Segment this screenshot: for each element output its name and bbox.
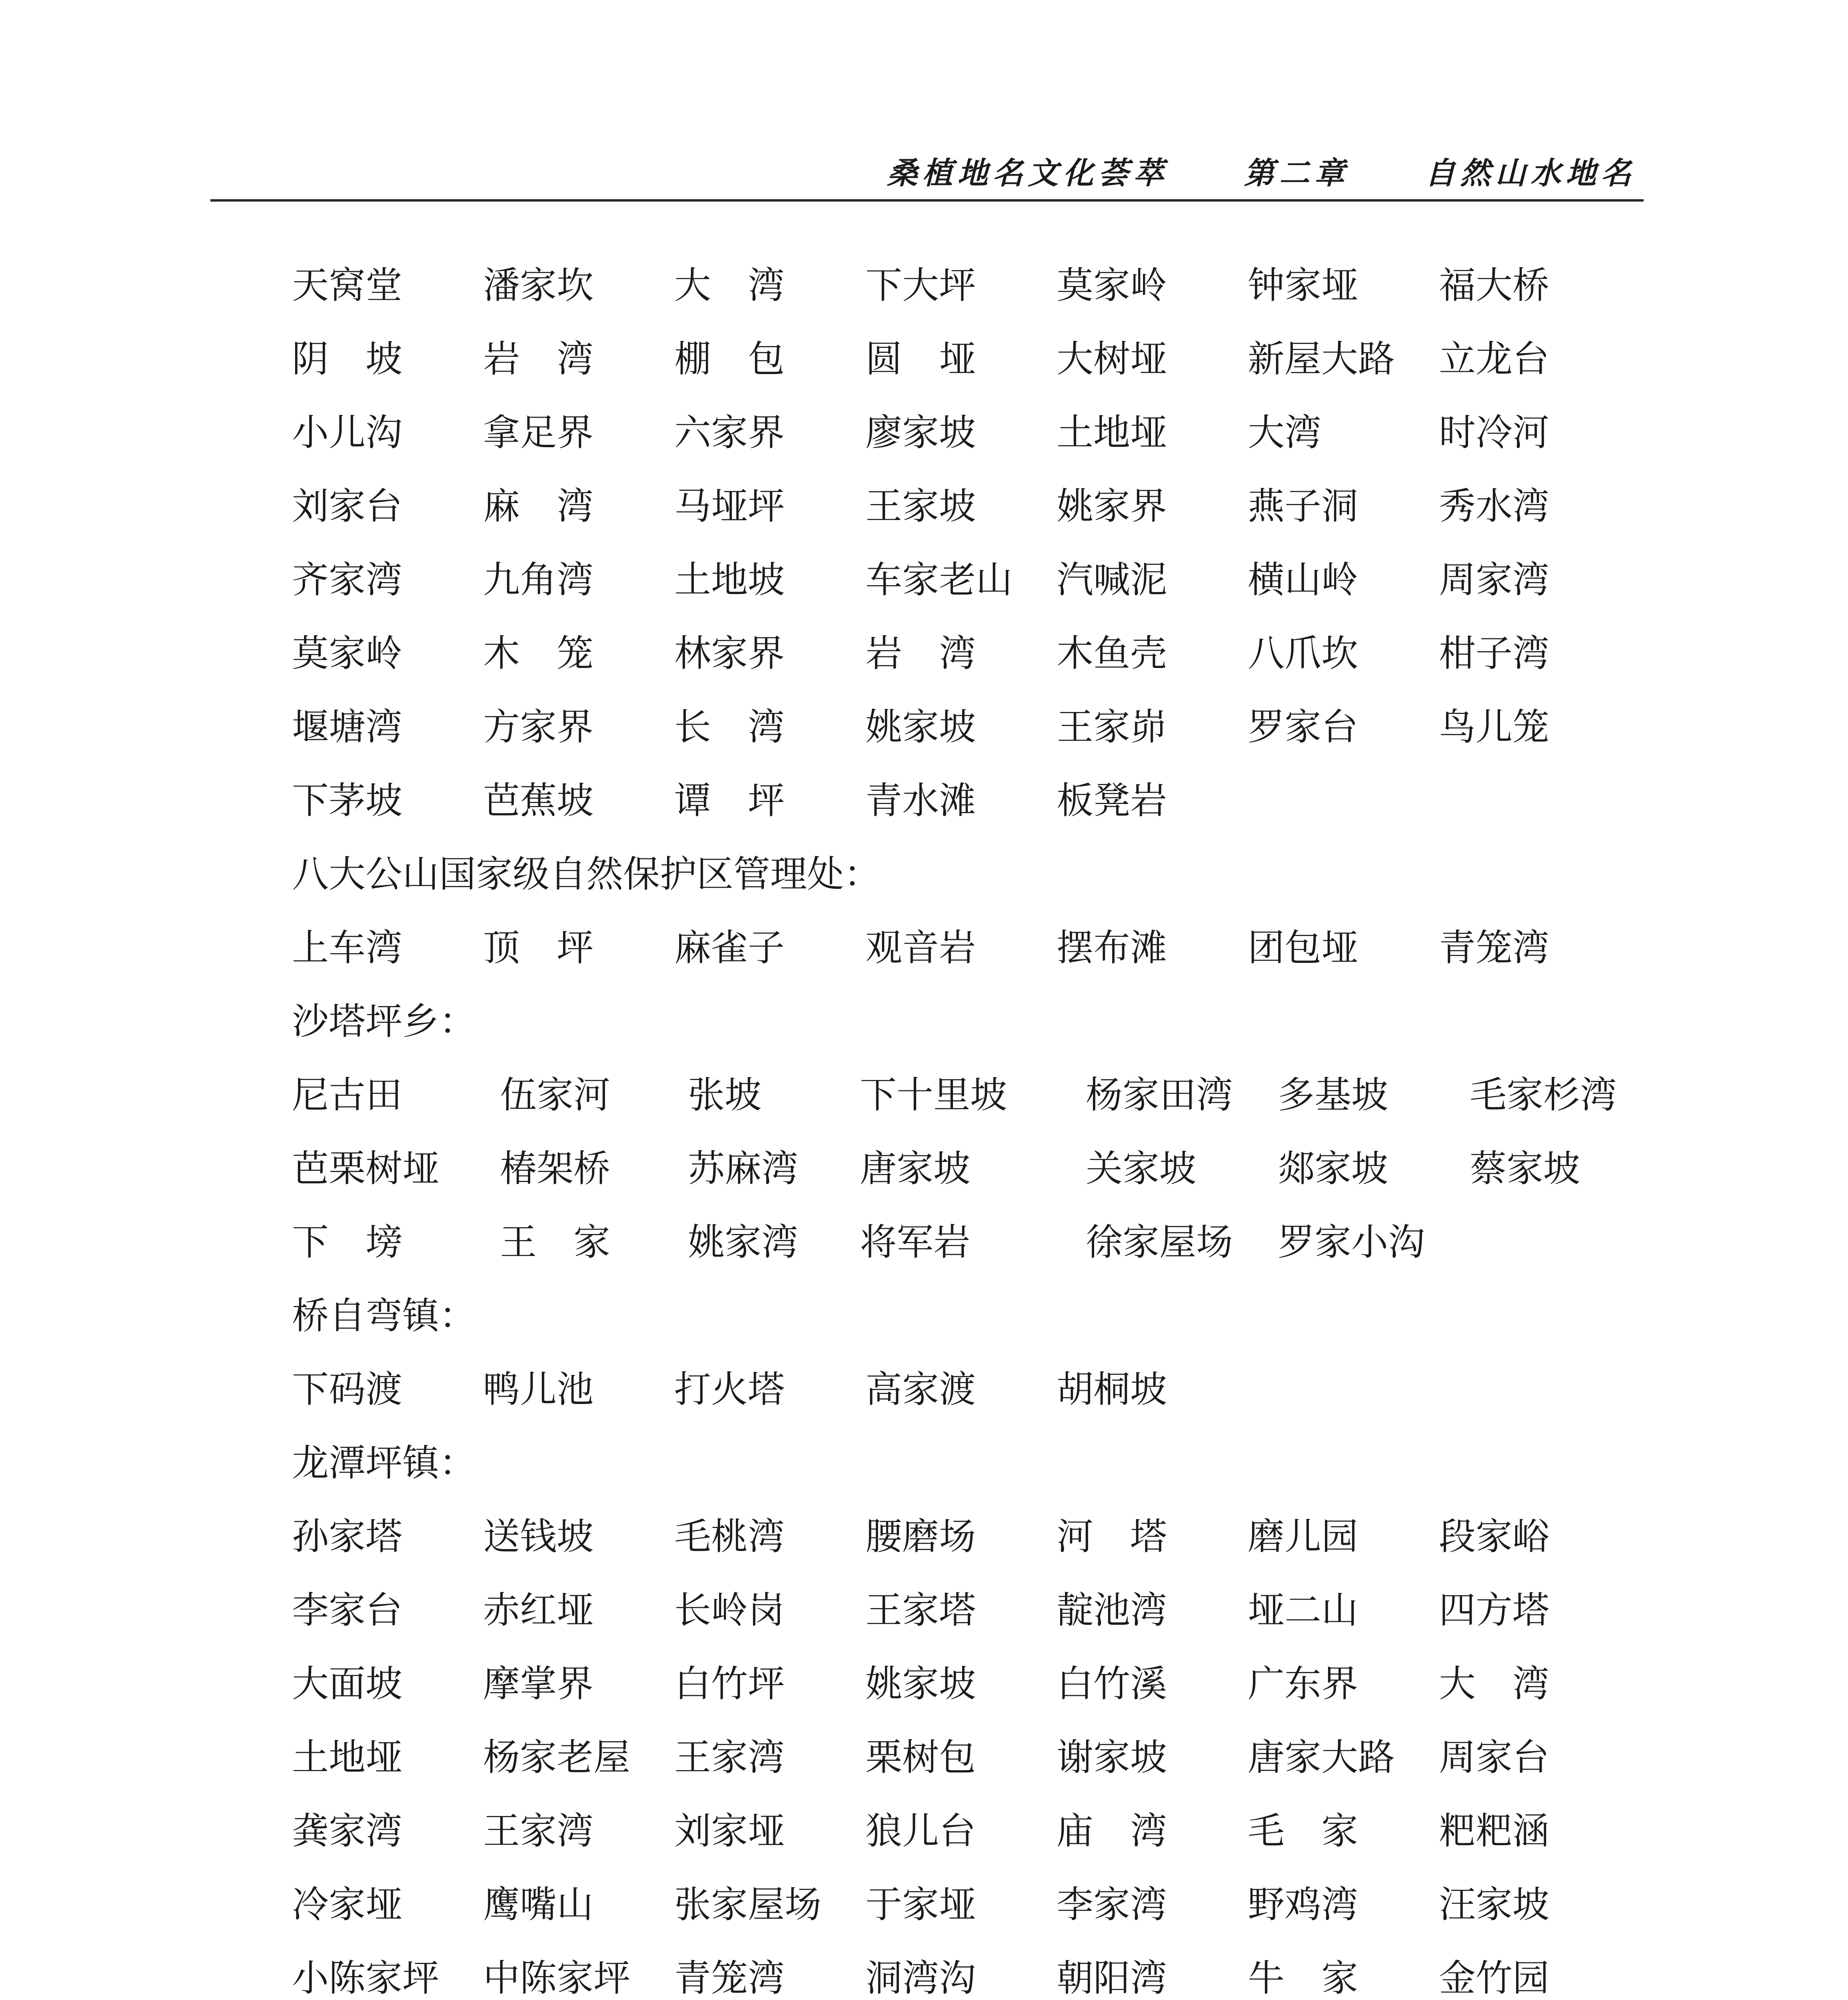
place-name-row [292,1132,1668,1206]
place-name-row [292,1206,1668,1279]
place-name: 小儿沟 [292,411,403,454]
place-name: 罗家小沟 [1278,1221,1425,1264]
place-name: 王家峁 [1057,706,1167,748]
place-name: 上车湾 [292,926,403,969]
place-name: 高家渡 [865,1368,976,1411]
place-name: 姚家界 [1057,485,1167,528]
place-name: 谢家坡 [1057,1736,1167,1779]
place-name-row [292,690,1668,764]
place-name: 唐家大路 [1248,1736,1395,1779]
place-name-row [292,1721,1668,1794]
place-name [1248,764,1439,838]
place-name [1439,764,1630,838]
section-title: 沙塔坪乡： [292,1000,476,1043]
place-name: 秀水湾 [1439,485,1550,528]
section-title: 桥自弯镇： [292,1294,476,1337]
place-name: 长 湾 [674,706,785,748]
place-name: 板凳岩 [1057,779,1167,822]
place-name: 芭栗树垭 [292,1147,440,1190]
place-name-row [292,322,1668,396]
place-name: 下 塝 [292,1221,403,1264]
place-name: 青笼湾 [1439,926,1550,969]
chapter-title: 自然山水地名 [1425,155,1636,191]
place-name: 白竹坪 [674,1662,785,1705]
place-name: 广东界 [1248,1662,1359,1705]
place-name-row [292,1647,1668,1721]
place-name: 阴 坡 [292,338,403,380]
place-name [1248,1353,1439,1426]
place-name: 廖家坡 [865,411,976,454]
place-name: 团包垭 [1248,926,1359,969]
place-name: 于家垭 [865,1883,976,1926]
place-name: 龚家湾 [292,1810,403,1852]
place-name: 大面坡 [292,1662,403,1705]
place-name: 刘家台 [292,485,403,528]
place-name: 方家界 [483,706,594,748]
place-name: 下十里坡 [860,1074,1007,1116]
place-name: 段家峪 [1439,1515,1550,1558]
place-name: 圆 垭 [865,338,976,380]
place-name: 靛池湾 [1057,1589,1167,1632]
place-name: 大湾 [1248,411,1322,454]
place-name: 杨家田湾 [1086,1074,1233,1116]
place-name: 杨家老屋 [483,1736,631,1779]
place-name: 莫家岭 [1057,264,1167,307]
place-name-list [292,249,1668,2000]
place-name: 柑子湾 [1439,632,1550,675]
place-name [1439,1353,1630,1426]
place-name: 土地坡 [674,558,785,601]
place-name: 时冷河 [1439,411,1550,454]
place-name: 齐家湾 [292,558,403,601]
place-name: 鸟儿笼 [1439,706,1550,748]
place-name: 洞湾沟 [865,1957,976,2000]
place-name: 王家湾 [483,1810,594,1852]
place-name: 打火塔 [674,1368,785,1411]
place-name: 姚家湾 [688,1221,799,1264]
header-rule [210,199,1644,202]
place-name: 拿足界 [483,411,594,454]
place-name-row [292,1868,1668,1942]
place-name: 小陈家坪 [292,1957,440,2000]
place-name: 车家老山 [865,558,1013,601]
place-name: 天窝堂 [292,264,403,307]
place-name: 王家湾 [674,1736,785,1779]
place-name-row [292,911,1668,985]
place-name: 庙 湾 [1057,1810,1167,1852]
place-name: 毛 家 [1248,1810,1359,1852]
place-name: 姚家坡 [865,1662,976,1705]
place-name-row [292,249,1668,322]
place-name: 郯家坡 [1278,1147,1388,1190]
place-name: 李家台 [292,1589,403,1632]
place-name: 九角湾 [483,558,594,601]
place-name [1470,1206,1668,1279]
place-name: 张坡 [688,1074,762,1116]
place-name: 八爪坎 [1248,632,1359,675]
place-name: 福大桥 [1439,264,1550,307]
place-name-row [292,1353,1668,1426]
place-name: 麻 湾 [483,485,594,528]
place-name: 立龙台 [1439,338,1550,380]
place-name: 顶 坪 [483,926,594,969]
place-name: 下茅坡 [292,779,403,822]
place-name: 横山岭 [1248,558,1359,601]
place-name: 燕子洞 [1248,485,1359,528]
place-name: 鸭儿池 [483,1368,594,1411]
place-name: 钟家垭 [1248,264,1359,307]
place-name: 土地垭 [292,1736,403,1779]
place-name: 河 塔 [1057,1515,1167,1558]
section-title: 八大公山国家级自然保护区管理处： [292,853,881,896]
place-name: 姚家坡 [865,706,976,748]
place-name: 汪家坡 [1439,1883,1550,1926]
place-name-row [292,1500,1668,1574]
place-name: 大 湾 [674,264,785,307]
place-name: 林家界 [674,632,785,675]
place-name: 麻雀子 [674,926,785,969]
place-name: 潘家坎 [483,264,594,307]
place-name-row [292,543,1668,617]
chapter-number: 第二章 [1244,155,1350,191]
place-name: 狼儿台 [865,1810,976,1852]
place-name: 大 湾 [1439,1662,1550,1705]
section-title: 龙潭坪镇： [292,1442,476,1484]
place-name: 牛 家 [1248,1957,1359,2000]
place-name: 莫家岭 [292,632,403,675]
book-title: 桑植地名文化荟萃 [887,155,1169,191]
place-name: 苏麻湾 [688,1147,799,1190]
place-name: 棚 包 [674,338,785,380]
place-name: 冷家垭 [292,1883,403,1926]
place-name: 谭 坪 [674,779,785,822]
place-name: 尼古田 [292,1074,403,1116]
place-name: 粑粑涵 [1439,1810,1550,1852]
place-name: 长岭岗 [674,1589,785,1632]
place-name: 王家塔 [865,1589,976,1632]
place-name: 周家湾 [1439,558,1550,601]
place-name-row [292,764,1668,838]
place-name: 堰塘湾 [292,706,403,748]
place-name-row [292,1794,1668,1868]
place-name: 王家坡 [865,485,976,528]
place-name: 张家屋场 [674,1883,822,1926]
place-name: 下大坪 [865,264,976,307]
place-name: 四方塔 [1439,1589,1550,1632]
place-name: 鹰嘴山 [483,1883,594,1926]
place-name: 伍家河 [500,1074,611,1116]
place-name: 青笼湾 [674,1957,785,2000]
place-name: 送钱坡 [483,1515,594,1558]
place-name: 毛桃湾 [674,1515,785,1558]
place-name: 汽喊泥 [1057,558,1167,601]
place-name-row [292,1942,1668,2000]
place-name: 白竹溪 [1057,1662,1167,1705]
place-name-row [292,1058,1668,1132]
place-name: 周家台 [1439,1736,1550,1779]
place-name-row [292,470,1668,543]
place-name: 栗树包 [865,1736,976,1779]
place-name: 土地垭 [1057,411,1167,454]
place-name: 李家湾 [1057,1883,1167,1926]
place-name: 刘家垭 [674,1810,785,1852]
place-name: 岩 湾 [865,632,976,675]
place-name: 垭二山 [1248,1589,1359,1632]
place-name: 芭蕉坡 [483,779,594,822]
place-name: 罗家台 [1248,706,1359,748]
place-name-row [292,617,1668,690]
place-name: 关家坡 [1086,1147,1197,1190]
place-name: 徐家屋场 [1086,1221,1233,1264]
place-name: 六家界 [674,411,785,454]
place-name: 摩掌界 [483,1662,594,1705]
place-name-row [292,1574,1668,1647]
place-name: 唐家坡 [860,1147,971,1190]
place-name: 腰磨场 [865,1515,976,1558]
place-name: 胡桐坡 [1057,1368,1167,1411]
place-name: 中陈家坪 [483,1957,631,2000]
place-name: 赤红垭 [483,1589,594,1632]
place-name: 磨儿园 [1248,1515,1359,1558]
place-name: 下码渡 [292,1368,403,1411]
place-name: 椿架桥 [500,1147,611,1190]
place-name: 大树垭 [1057,338,1167,380]
place-name: 孙家塔 [292,1515,403,1558]
place-name: 王 家 [500,1221,611,1264]
running-header [887,149,1636,192]
place-name: 摆布滩 [1057,926,1167,969]
place-name: 木 笼 [483,632,594,675]
place-name: 木鱼壳 [1057,632,1167,675]
place-name: 野鸡湾 [1248,1883,1359,1926]
place-name: 蔡家坡 [1470,1147,1580,1190]
place-name: 多基坡 [1278,1074,1388,1116]
place-name: 岩 湾 [483,338,594,380]
place-name: 金竹园 [1439,1957,1550,2000]
place-name-row [292,396,1668,470]
place-name: 朝阳湾 [1057,1957,1167,2000]
place-name: 将军岩 [860,1221,971,1264]
place-name: 马垭坪 [674,485,785,528]
place-name: 新屋大路 [1248,338,1395,380]
place-name: 观音岩 [865,926,976,969]
place-name: 青水滩 [865,779,976,822]
place-name: 毛家杉湾 [1470,1074,1617,1116]
